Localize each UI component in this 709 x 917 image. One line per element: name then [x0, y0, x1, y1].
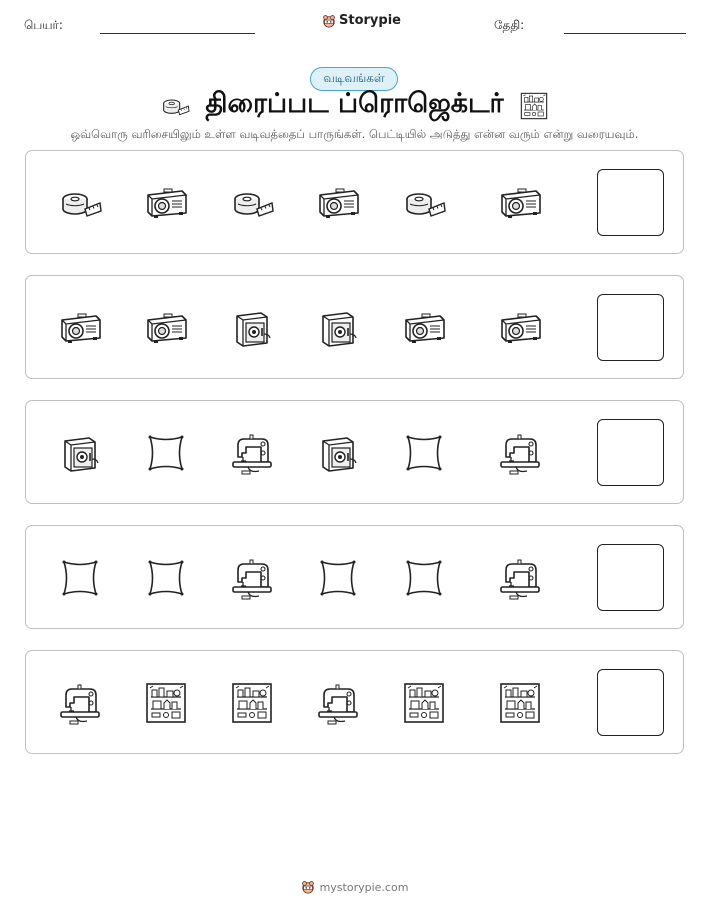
storypie-logo-icon: [322, 14, 336, 28]
sewing-machine-icon: [56, 679, 104, 727]
pattern-cell: [142, 429, 190, 477]
craft-shelf-icon: [142, 679, 190, 727]
pattern-cell: [314, 679, 362, 727]
pattern-row: [25, 400, 684, 504]
pattern-cell: [496, 179, 544, 227]
pattern-cell: [314, 304, 362, 352]
film-reel-icon: [228, 179, 276, 227]
instructions: ஒவ்வொரு வரிசையிலும் உள்ள வடிவத்தைப் பாருங்கள். பெட்டியில் அடுத்து என்ன வரும் என்று வரையவும்.: [70, 127, 639, 141]
film-reel-icon: [400, 179, 448, 227]
answer-box[interactable]: [597, 169, 664, 236]
sewing-machine-icon: [314, 679, 362, 727]
brand-name: Storypie: [339, 13, 401, 28]
projector-icon: [496, 179, 544, 227]
pattern-cell: [314, 554, 362, 602]
pattern-row: [25, 275, 684, 379]
sewing-machine-icon: [228, 554, 276, 602]
pattern-cell: [56, 679, 104, 727]
projector-icon: [142, 304, 190, 352]
pattern-cell: [56, 554, 104, 602]
name-line[interactable]: [100, 33, 255, 34]
pattern-cell: [400, 304, 448, 352]
pillow-icon: [314, 554, 362, 602]
projector-icon: [56, 304, 104, 352]
pillow-icon: [400, 554, 448, 602]
pattern-cell: [400, 429, 448, 477]
safe-icon: [56, 429, 104, 477]
pattern-cell: [400, 179, 448, 227]
film-reel-icon: [56, 179, 104, 227]
pillow-icon: [142, 429, 190, 477]
answer-box[interactable]: [597, 419, 664, 486]
pattern-cell: [142, 554, 190, 602]
pattern-cell: [56, 429, 104, 477]
pattern-cell: [228, 179, 276, 227]
safe-icon: [314, 304, 362, 352]
pattern-cell: [400, 679, 448, 727]
pattern-cell: [400, 554, 448, 602]
name-label: பெயர்:: [24, 18, 63, 32]
pattern-cell: [228, 679, 276, 727]
category-pill: வடிவங்கள்: [310, 67, 398, 91]
pattern-row: [25, 650, 684, 754]
pattern-cell: [56, 179, 104, 227]
sewing-machine-icon: [496, 554, 544, 602]
film-reel-icon: [159, 90, 191, 122]
answer-box[interactable]: [597, 669, 664, 736]
pattern-row: [25, 525, 684, 629]
pillow-icon: [56, 554, 104, 602]
pattern-cell: [228, 429, 276, 477]
brand: [322, 13, 401, 28]
craft-shelf-icon: [518, 90, 550, 122]
projector-icon: [314, 179, 362, 227]
storypie-logo-icon: [301, 880, 315, 894]
answer-box[interactable]: [597, 544, 664, 611]
pattern-cell: [496, 429, 544, 477]
pattern-cell: [496, 554, 544, 602]
pattern-cell: [142, 179, 190, 227]
craft-shelf-icon: [228, 679, 276, 727]
sewing-machine-icon: [228, 429, 276, 477]
craft-shelf-icon: [400, 679, 448, 727]
pattern-cell: [56, 304, 104, 352]
pattern-cell: [228, 554, 276, 602]
projector-icon: [496, 304, 544, 352]
safe-icon: [228, 304, 276, 352]
pattern-cell: [496, 304, 544, 352]
footer: [0, 880, 709, 894]
pattern-row: [25, 150, 684, 254]
pattern-cell: [314, 179, 362, 227]
pillow-icon: [142, 554, 190, 602]
craft-shelf-icon: [496, 679, 544, 727]
pattern-cell: [314, 429, 362, 477]
page-title: திரைப்பட ப்ரொஜெக்டர்: [205, 88, 504, 119]
projector-icon: [142, 179, 190, 227]
pattern-cell: [142, 679, 190, 727]
pattern-cell: [228, 304, 276, 352]
date-line[interactable]: [564, 33, 686, 34]
answer-box[interactable]: [597, 294, 664, 361]
safe-icon: [314, 429, 362, 477]
title-row: [0, 88, 709, 123]
sewing-machine-icon: [496, 429, 544, 477]
footer-url[interactable]: mystorypie.com: [319, 880, 409, 894]
projector-icon: [400, 304, 448, 352]
date-label: தேதி:: [494, 18, 525, 32]
pattern-cell: [142, 304, 190, 352]
pattern-cell: [496, 679, 544, 727]
pillow-icon: [400, 429, 448, 477]
